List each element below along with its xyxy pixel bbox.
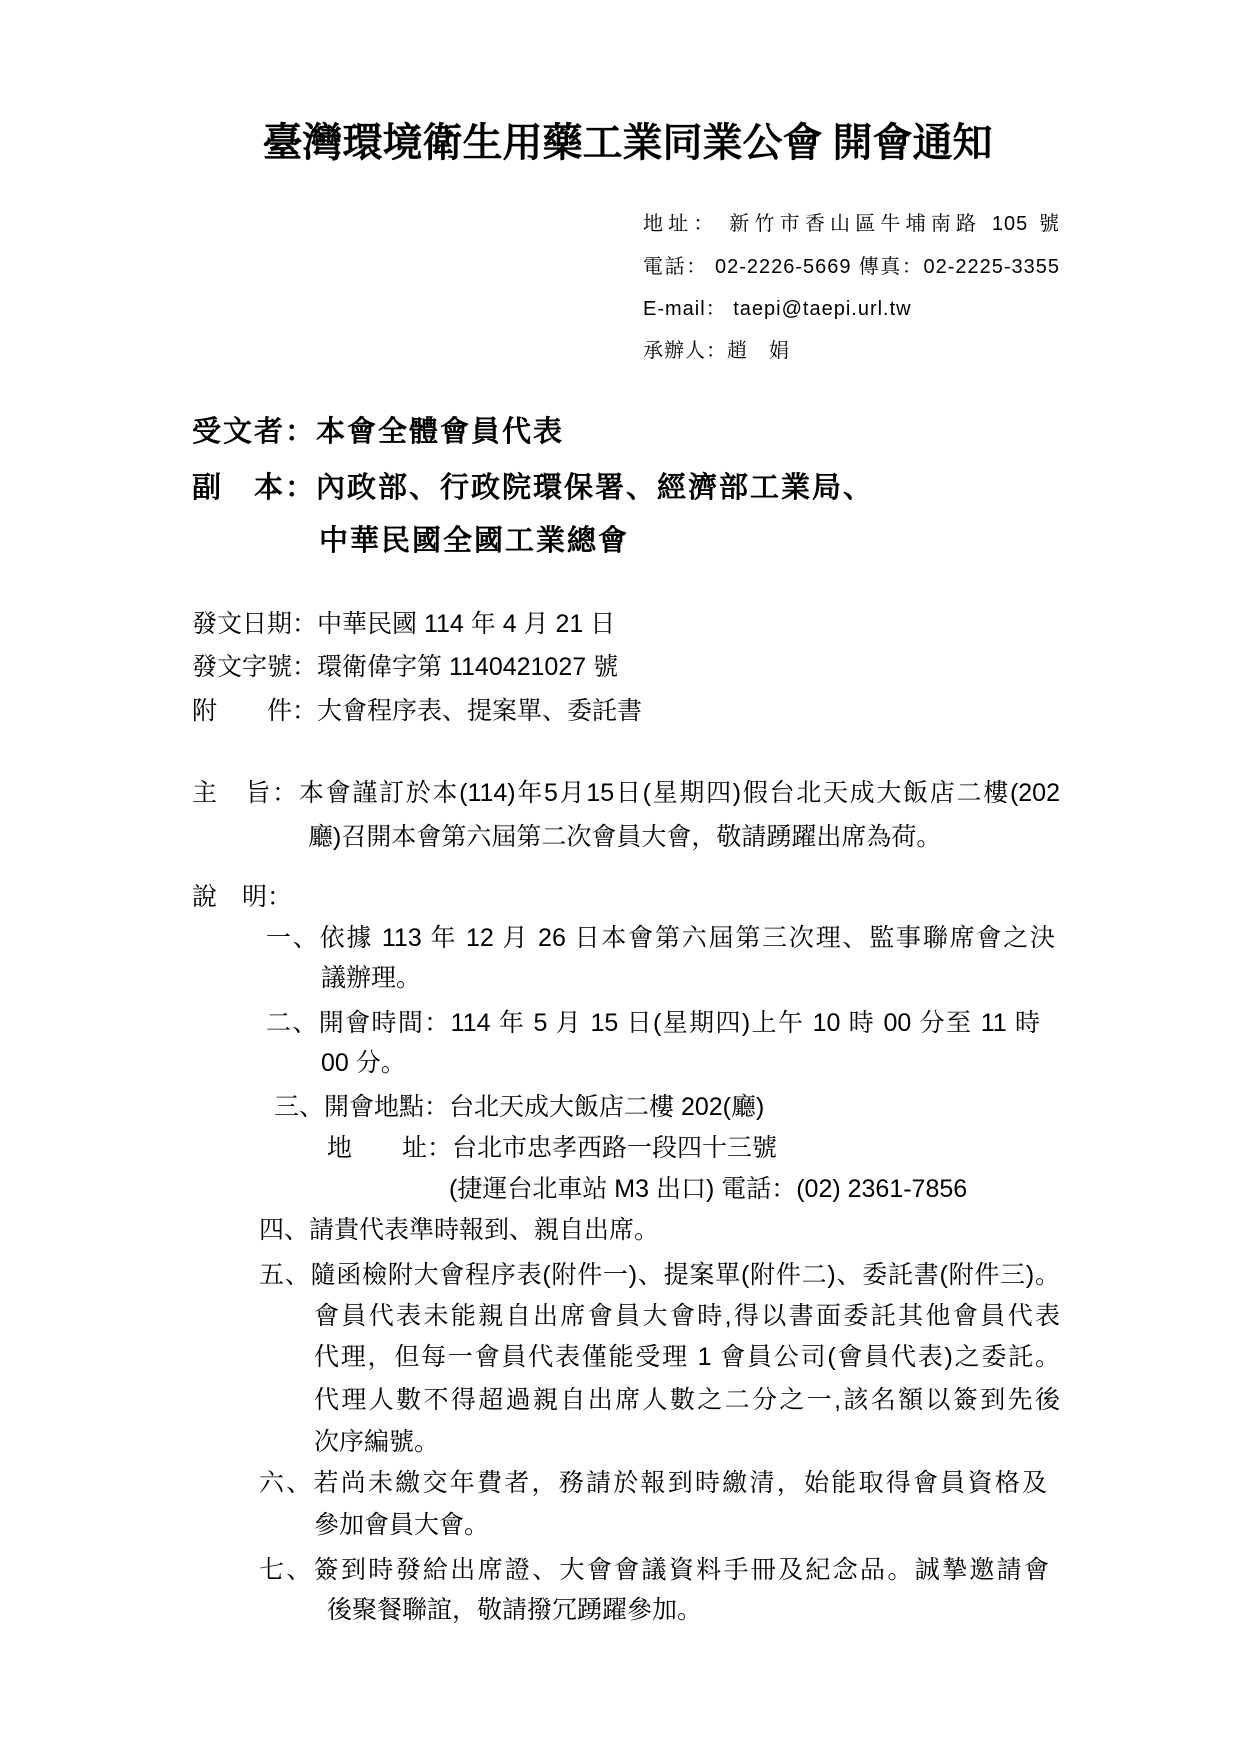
list-item: 二、開會時間：114 年 5 月 15 日(星期四)上午 10 時 00 分至 11 時 [266,1009,1040,1037]
issue-number-value: 環衛偉字第 1140421027 號 [317,653,619,681]
copy-line-continued: 中華民國全國工業總會 [319,525,630,557]
explanation-label: 說 明： [192,883,293,911]
issue-date-value: 中華民國 114 年 4 月 21 日 [317,610,616,638]
sender-email: E-mail： taepi@taepi.url.tw [643,298,912,320]
recipient-label: 受文者： [192,416,317,448]
issue-date-label: 發文日期： [192,610,318,638]
copy-value: 內政部、行政院環保署、經濟部工業局、 [316,472,875,504]
list-item-continued: 代理，但每一會員代表僅能受理 1 會員公司(會員代表)之委託。 [314,1343,1060,1371]
issue-date [192,609,615,639]
subject-text: 本會謹訂於本(114)年5月15日(星期四)假台北天成大飯店二樓(202 [298,779,1060,807]
list-item-continued: 代理人數不得超過親自出席人數之二分之一,該名額以簽到先後 [314,1386,1060,1414]
list-item-continued: 次序編號。 [314,1428,440,1456]
list-item-continued: 議辦理。 [321,964,422,992]
document-title: 臺灣環境衛生用藥工業同業公會 開會通知 [262,120,993,165]
sender-contact: 承辦人：趙 娟 [643,340,790,362]
issue-attachments-value: 大會程序表、提案單、委託書 [317,697,643,725]
list-item: 一、依據 113 年 12 月 26 日本會第六屆第三次理、監事聯席會之決 [266,924,1055,952]
issue-attachments [192,696,642,726]
venue-address: 地 址：台北市忠孝西路一段四十三號 [327,1134,778,1162]
copy-line [192,470,874,506]
list-item: 七、簽到時發給出席證、大會會議資料手冊及紀念品。誠摯邀請會 [259,1556,1049,1584]
subject-label: 主 旨： [192,779,299,807]
list-item: 五、隨函檢附大會程序表(附件一)、提案單(附件二)、委託書(附件三)。 [259,1261,1060,1289]
list-item: 六、若尚未繳交年費者，務請於報到時繳清，始能取得會員資格及 [259,1469,1047,1497]
venue-transit-phone: (捷運台北車站 M3 出口) 電話：(02) 2361-7856 [449,1175,968,1203]
list-item-continued: 後聚餐聯誼，敬請撥冗踴躍參加。 [327,1596,703,1624]
sender-address: 地址： 新竹市香山區牛埔南路 105 號 [643,213,1060,235]
recipient-line [192,414,564,450]
list-item-continued: 參加會員大會。 [314,1511,490,1539]
issue-attachments-label: 附 件： [192,697,318,725]
subject-line [192,778,1060,808]
subject-line-continued: 廳)召開本會第六屆第二次會員大會，敬請踴躍出席為荷。 [308,823,942,851]
issue-number [192,652,618,682]
list-item: 四、請貴代表準時報到、親自出席。 [259,1216,660,1244]
copy-label: 副 本： [192,472,317,504]
list-item-continued: 00 分。 [321,1049,406,1077]
list-item: 三、開會地點：台北天成大飯店二樓 202(廳) [274,1093,765,1121]
list-item-continued: 會員代表未能親自出席會員大會時,得以書面委託其他會員代表 [314,1302,1060,1330]
recipient-value: 本會全體會員代表 [316,416,565,448]
issue-number-label: 發文字號： [192,653,318,681]
sender-phone-fax: 電話： 02-2226-5669 傳真：02-2225-3355 [643,256,1060,278]
